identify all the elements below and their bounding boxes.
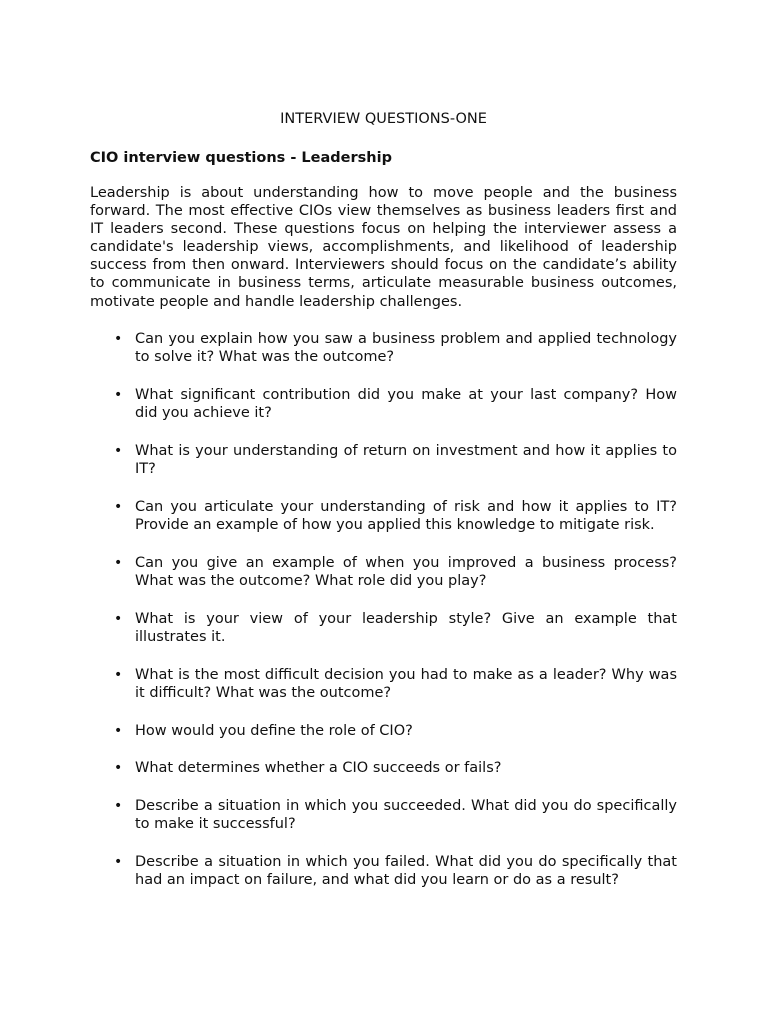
question-text: What is your understanding of return on investment and how it applies to IT? — [135, 442, 677, 478]
intro-paragraph: Leadership is about understanding how to move people and the business forward. The most effective CIOs view themselves as business leaders first and IT leaders second. These questions focus on helping the interviewer assess a candidate's leadership views, accomplishments, and likelihood of leadership success from then onward. Interviewers should focus on the candidate’s ability to communicate in business terms, articulate measurable business outcomes, motivate people and handle leadership challenges. — [90, 185, 677, 310]
question-text: Can you explain how you saw a business problem and applied technology to solve it? What was the outcome? — [135, 330, 677, 366]
bullet-icon: • — [114, 330, 123, 347]
document-title: INTERVIEW QUESTIONS-ONE — [280, 111, 487, 127]
bullet-icon: • — [114, 386, 123, 403]
question-item — [90, 330, 677, 367]
question-text: Can you give an example of when you improved a business process? What was the outcome? What role did you play? — [135, 554, 677, 590]
question-text: What is your view of your leadership style? Give an example that illustrates it. — [135, 610, 677, 646]
bullet-icon: • — [114, 666, 123, 683]
section-heading: CIO interview questions - Leadership — [90, 150, 392, 166]
question-item — [90, 386, 677, 423]
question-text: What significant contribution did you make at your last company? How did you achieve it? — [135, 386, 677, 422]
bullet-icon: • — [114, 797, 123, 814]
bullet-icon: • — [114, 498, 123, 515]
bullet-icon: • — [114, 722, 123, 739]
bullet-icon: • — [114, 853, 123, 870]
question-text: How would you define the role of CIO? — [135, 722, 413, 739]
question-item — [90, 554, 677, 591]
question-item — [90, 498, 677, 535]
question-item — [90, 610, 677, 647]
bullet-icon: • — [114, 554, 123, 571]
question-item — [90, 797, 677, 834]
question-item — [90, 853, 677, 890]
question-text: What determines whether a CIO succeeds or fails? — [135, 760, 502, 777]
bullet-icon: • — [114, 760, 123, 777]
question-text: Describe a situation in which you succeeded. What did you do specifically to make it successful? — [135, 797, 677, 833]
question-text: What is the most difficult decision you had to make as a leader? Why was it difficult? What was the outcome? — [135, 666, 677, 702]
question-item — [90, 442, 677, 479]
bullet-icon: • — [114, 610, 123, 627]
question-item — [90, 759, 677, 778]
question-text: Can you articulate your understanding of risk and how it applies to IT? Provide an example of how you applied this knowledge to mitigate risk. — [135, 498, 677, 534]
bullet-icon: • — [114, 442, 123, 459]
question-text: Describe a situation in which you failed. What did you do specifically that had an impact on failure, and what did you learn or do as a result? — [135, 853, 677, 889]
question-item — [90, 666, 677, 703]
question-item — [90, 722, 677, 741]
question-list — [90, 330, 677, 890]
document-page — [90, 108, 677, 909]
